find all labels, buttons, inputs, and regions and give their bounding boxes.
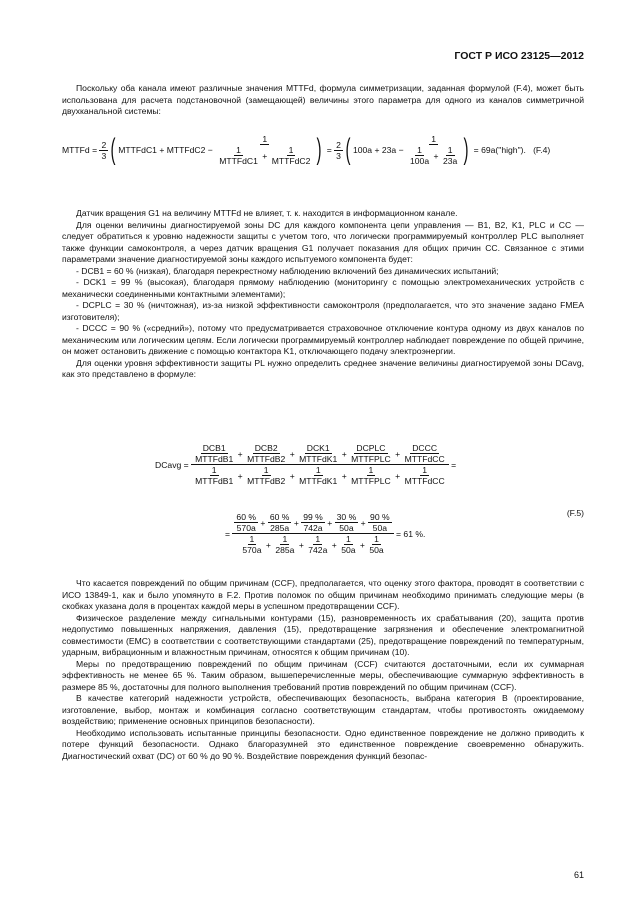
formula-f5-line2: = $\frac{60 \%}{570a}$ + $\frac{60 \%}{285a}$ + $\frac{99 \%}{742a}$ + $\frac{30 \%}{50a}$ + $\frac{90 \%}{50a}$ $\frac{1}{570a}$ + $\frac{1}{285a}$ + $\frac{1}{742a}$ + $\frac{1}{50a}$ + $\frac{1}{50a}$ = 61 %. bbox=[225, 512, 426, 555]
f4-lhs: MTTFd = bbox=[62, 145, 98, 155]
f4-term2: 100a + 23a − bbox=[352, 145, 404, 155]
f4-inner-frac2: 1 $\frac{1}{100a}$ + $\frac{1}{23a}$ bbox=[410, 134, 458, 166]
paragraph: Меры по предотвращению повреждений по общим причинам (CCF) считаются достаточными, если их суммарная эффективность не менее 65 %. Таким образом, вышеперечисленные меры, обеспечивающие суммарную эффективность в размере 85 %, достаточны для полного выполнения требований против повреждений по общим причинам (CCF). bbox=[62, 658, 584, 692]
formula-f4: MTTFd = $\frac{2}{3}$ ( MTTFdC1 + MTTFdC2 − 1 $\frac{1}{\text{MTTFdC1}}$ + $\frac{1}{\text{MTTFdC2}}$ ) = $\frac{2}{3}$ ( 100a + 23a − 1 $\frac{1}{100a}$ + $\frac{1}{23a}$ ) = 69a("high"). (F.4) bbox=[62, 133, 551, 166]
f5-numeric-frac: $\frac{60 \%}{570a}$ + $\frac{60 \%}{285a}$ + $\frac{99 \%}{742a}$ + $\frac{30 \%}{50a}$ + $\frac{90 \%}{50a}$ $\frac{1}{570a}$ + $\frac{1}{285a}$ + $\frac{1}{742a}$ + $\frac{1}{50a}$ + $\frac{1}{50a}$ bbox=[232, 512, 393, 555]
paragraph: Что касается повреждений по общим причинам (CCF), предполагается, что оценку этого фактора, проводят в соответствии с ИСО 13849-1, как и было упомянуто в F.2. Против поломок по общим причинам необходимо принимать следующие меры (в скобках указана доля в процентах каждой меры в успешном предотвращении CCF). bbox=[62, 578, 584, 611]
paragraph: Физическое разделение между сигнальными контурами (15), разновременность их срабатывания (20), защита против недопустимо повышенных напряжения, давления (15), предотвращение загрязнения и обеспечение электромагнитной совместимости (ЕМС) в соответствии с соответствующими стандартами (25), предотвращение повреждений по температурным, ударным, вибрационным и влажностным причинам, относятся к общим причинам (10). bbox=[62, 612, 584, 657]
paragraph: Необходимо использовать испытанные принципы безопасности. Одно единственное повреждение не должно приводить к потере функций безопасности. Однако благоразумней это единственное повреждение своевременно обнаружить. Диагностический охват (DC) от 60 % до 90 %. Воздействие повреждения функций безопас- bbox=[62, 727, 584, 761]
intro-paragraph bbox=[62, 83, 584, 118]
f5-main-frac: $\frac{\text{DCB1}}{\text{MTTFdB1}}$ + $\frac{\text{DCB2}}{\text{MTTFdB2}}$ + $\frac{\text{DCK1}}{\text{MTTFdK1}}$ + $\frac{\text{DCPLC}}{\text{MTTFPLC}}$ + $\frac{\text{DCCC}}{\text{MTTFdCC}}$ $\frac{1}{\text{MTTFdB1}}$ + $\frac{1}{\text{MTTFdB2}}$ + $\frac{1}{\text{MTTFdK1}}$ + $\frac{1}{\text{MTTFPLC}}$ + $\frac{1}{\text{MTTFdCC}}$ bbox=[191, 443, 449, 486]
f4-label: (F.4) bbox=[533, 145, 551, 155]
formula-f5-line1: DCavg = $\frac{\text{DCB1}}{\text{MTTFdB1}}$ + $\frac{\text{DCB2}}{\text{MTTFdB2}}$ + $\frac{\text{DCK1}}{\text{MTTFdK1}}$ + $\frac{\text{DCPLC}}{\text{MTTFPLC}}$ + $\frac{\text{DCCC}}{\text{MTTFdCC}}$ $\frac{1}{\text{MTTFdB1}}$ + $\frac{1}{\text{MTTFdB2}}$ + $\frac{1}{\text{MTTFdK1}}$ + $\frac{1}{\text{MTTFPLC}}$ + $\frac{1}{\text{MTTFdCC}}$ = bbox=[155, 443, 457, 486]
paragraph: - DCK1 = 99 % (высокая), благодаря прямому наблюдению (мониторингу с помощью электромеханических устройств с механически соединенными контактными элементами); bbox=[62, 277, 584, 299]
bottom-text bbox=[62, 578, 584, 762]
paragraph: В качестве категорий надежности устройств, обеспечивающих безопасность, выбрана категория В (проектирование, изготовление, выбор, монтаж и комбинация согласно соответствующим стандартам, чтобы противостоять ожидаемому воздействию; применение основных принципов безопасности). bbox=[62, 693, 584, 726]
paragraph: - DCB1 = 60 % (низкая), благодаря перекрестному наблюдению включений без динамических испытаний; bbox=[76, 265, 499, 276]
f4-term1: MTTFdC1 + MTTFdC2 − bbox=[118, 145, 213, 155]
f4-two-thirds: $\frac{2}{3}$ bbox=[101, 139, 107, 161]
paragraph: Для оценки уровня эффективности защиты PL нужно определить среднее значение величины диагностируемой зоны DCavg, как это представлено в формуле: bbox=[62, 357, 584, 379]
paragraph: Для оценки величины диагностируемой зоны DC для каждого компонента цепи управления — B1, B2, K1, PLC и CC — следует обратиться к уровню надежности защиты с учетом того, что логически программируемый контроллер PLC выполняет также функции самоконтроля, а через датчик вращения G1 получает показания для общих причин CC. Связанное с этими параметрами значение диагностируемой зоны каждого испытуемого компонента будет: bbox=[62, 219, 584, 264]
middle-text bbox=[62, 208, 584, 381]
f4-inner-frac1: 1 $\frac{1}{\text{MTTFdC1}}$ + $\frac{1}{\text{MTTFdC2}}$ bbox=[219, 134, 311, 166]
document-header: ГОСТ Р ИСО 23125—2012 bbox=[454, 50, 584, 62]
f5-lhs: DCavg = bbox=[155, 459, 189, 470]
f5-result: = 61 %. bbox=[396, 528, 426, 539]
paragraph: - DCCC = 90 % («средний»), потому что предусматривается страховочное отключение контура одному из двух каналов по механическим или логическим цепям. Если логически программируемый контроллер наблюдает повреждение по общей причине, он может остановить движение с помощью контактора K1, отключающего подачу электроэнергии. bbox=[62, 323, 584, 356]
f4-result: = 69a("high"). bbox=[473, 145, 526, 155]
f5-label: (F.5) bbox=[566, 508, 584, 518]
paragraph: Датчик вращения G1 на величину MTTFd не влияет, т. к. находится в информационном канале. bbox=[76, 208, 458, 218]
page-number: 61 bbox=[573, 870, 584, 880]
paragraph: - DCPLC = 30 % (ничтожная), из-за низкой эффективности самоконтроля (предполагается, что это значение задано FMEA изготовителя); bbox=[62, 300, 584, 322]
paragraph: Поскольку оба канала имеют различные значения MTTFd, формула симметризации, заданная формулой (F.4), может быть использована для расчета подстановочной (замещающей) величины этого параметра для одного из каналов симметричной двухканальной системы: bbox=[62, 83, 584, 116]
